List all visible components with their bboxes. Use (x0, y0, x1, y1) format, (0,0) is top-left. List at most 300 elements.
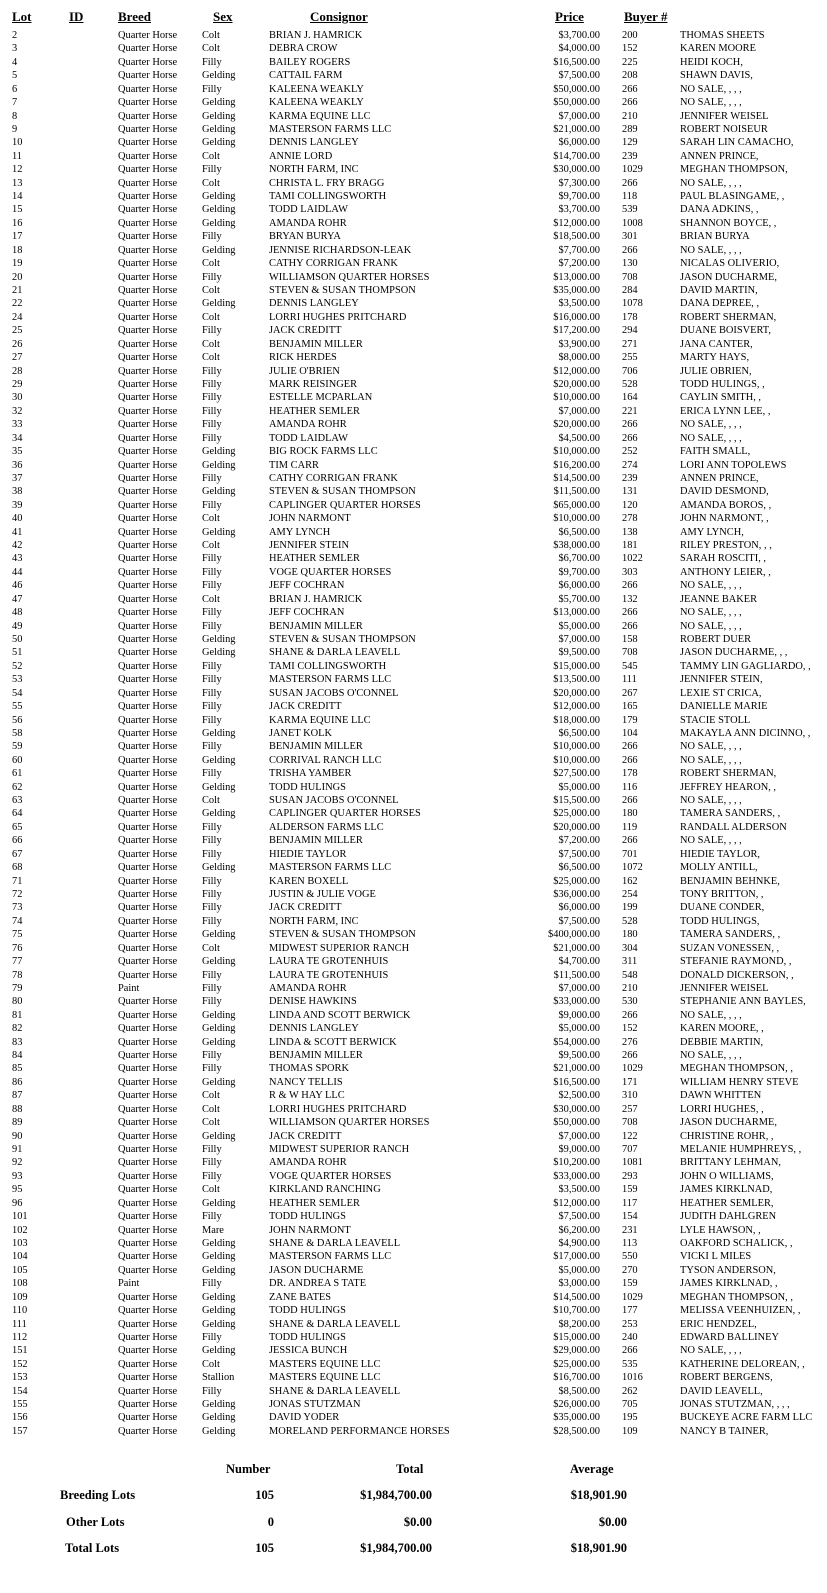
breed-cell: Quarter Horse (118, 150, 178, 162)
breed-cell: Quarter Horse (118, 1425, 178, 1437)
lot-cell: 56 (12, 714, 23, 726)
consignor-cell: AMANDA ROHR (269, 1157, 347, 1169)
sex-cell: Gelding (202, 298, 236, 310)
table-row (0, 512, 827, 525)
consignor-cell: DENISE HAWKINS (269, 996, 357, 1008)
buyer-number-cell: 701 (622, 848, 638, 860)
breed-cell: Quarter Horse (118, 177, 178, 189)
table-row (0, 1331, 827, 1344)
consignor-cell: NANCY TELLIS (269, 1076, 343, 1088)
price-cell: $14,500.00 (553, 472, 600, 484)
table-row (0, 1250, 827, 1263)
buyer-number-cell: 208 (622, 70, 638, 82)
lot-cell: 38 (12, 486, 23, 498)
breed-cell: Quarter Horse (118, 566, 178, 578)
price-cell: $18,500.00 (553, 231, 600, 243)
price-cell: $16,500.00 (553, 56, 600, 68)
buyer-number-cell: 113 (622, 1237, 638, 1249)
table-row (0, 700, 827, 713)
consignor-cell: CATTAIL FARM (269, 70, 343, 82)
price-cell: $9,000.00 (558, 1144, 600, 1156)
breed-cell: Quarter Horse (118, 123, 178, 135)
buyer-number-cell: 266 (622, 741, 638, 753)
price-cell: $35,000.00 (553, 285, 600, 297)
sex-cell: Gelding (202, 137, 236, 149)
buyer-name-cell: TAMERA SANDERS, , (680, 929, 781, 941)
sex-cell: Colt (202, 150, 220, 162)
consignor-cell: JOHN NARMONT (269, 1224, 351, 1236)
consignor-cell: KALEENA WEAKLY (269, 83, 364, 95)
lot-cell: 83 (12, 1036, 23, 1048)
table-row (0, 633, 827, 646)
sex-cell: Gelding (202, 929, 236, 941)
summary-label: Other Lots (66, 1515, 125, 1529)
price-cell: $400,000.00 (548, 929, 600, 941)
buyer-number-cell: 545 (622, 660, 638, 672)
consignor-cell: DENNIS LANGLEY (269, 298, 359, 310)
consignor-cell: KAREN BOXELL (269, 875, 349, 887)
consignor-cell: WILLIAMSON QUARTER HORSES (269, 271, 430, 283)
breed-cell: Quarter Horse (118, 1090, 178, 1102)
price-cell: $7,000.00 (558, 633, 600, 645)
consignor-cell: JONAS STUTZMAN (269, 1399, 361, 1411)
sex-cell: Filly (202, 969, 222, 981)
buyer-name-cell: KAREN MOORE, , (680, 1023, 764, 1035)
breed-cell: Quarter Horse (118, 848, 178, 860)
price-cell: $10,200.00 (553, 1157, 600, 1169)
sex-cell: Gelding (202, 862, 236, 874)
buyer-number-cell: 303 (622, 566, 638, 578)
breed-cell: Quarter Horse (118, 701, 178, 713)
lot-cell: 20 (12, 271, 23, 283)
table-row (0, 620, 827, 633)
lot-cell: 48 (12, 607, 23, 619)
price-cell: $33,000.00 (553, 1170, 600, 1182)
breed-cell: Quarter Horse (118, 647, 178, 659)
sex-cell: Colt (202, 513, 220, 525)
sex-cell: Colt (202, 1184, 220, 1196)
summary-total: $1,984,700.00 (360, 1541, 432, 1555)
consignor-cell: LAURA TE GROTENHUIS (269, 956, 389, 968)
consignor-cell: LORRI HUGHES PRITCHARD (269, 311, 407, 323)
breed-cell: Quarter Horse (118, 727, 178, 739)
breed-cell: Quarter Horse (118, 419, 178, 431)
table-row (0, 740, 827, 753)
lot-cell: 78 (12, 969, 23, 981)
lot-cell: 59 (12, 741, 23, 753)
buyer-name-cell: NO SALE, , , , (680, 795, 742, 807)
buyer-number-cell: 109 (622, 1425, 638, 1437)
table-row (0, 673, 827, 686)
sex-cell: Gelding (202, 1036, 236, 1048)
table-row (0, 995, 827, 1008)
buyer-number-cell: 104 (622, 727, 638, 739)
consignor-cell: MIDWEST SUPERIOR RANCH (269, 1144, 410, 1156)
lot-cell: 35 (12, 446, 23, 458)
table-row (0, 110, 827, 123)
breed-cell: Quarter Horse (118, 768, 178, 780)
buyer-number-cell: 266 (622, 580, 638, 592)
consignor-cell: SUSAN JACOBS O'CONNEL (269, 795, 399, 807)
table-row (0, 378, 827, 391)
price-cell: $20,000.00 (553, 687, 600, 699)
buyer-name-cell: WILLIAM HENRY STEVE (680, 1076, 799, 1088)
consignor-cell: BENJAMIN MILLER (269, 338, 363, 350)
lot-cell: 9 (12, 123, 18, 135)
buyer-number-cell: 118 (622, 191, 638, 203)
buyer-name-cell: MELISSA VEENHUIZEN, , (680, 1305, 801, 1317)
buyer-number-cell: 266 (622, 754, 638, 766)
price-cell: $6,000.00 (558, 580, 600, 592)
table-row (0, 807, 827, 820)
buyer-number-cell: 276 (622, 1036, 638, 1048)
lot-cell: 53 (12, 674, 23, 686)
buyer-name-cell: ROBERT SHERMAN, (680, 768, 777, 780)
breed-cell: Quarter Horse (118, 1009, 178, 1021)
consignor-cell: STEVEN & SUSAN THOMPSON (269, 929, 416, 941)
breed-cell: Quarter Horse (118, 1412, 178, 1424)
buyer-name-cell: FAITH SMALL, (680, 446, 751, 458)
breed-cell: Quarter Horse (118, 1184, 178, 1196)
breed-cell: Quarter Horse (118, 1372, 178, 1384)
consignor-cell: KIRKLAND RANCHING (269, 1184, 381, 1196)
lot-cell: 43 (12, 553, 23, 565)
breed-cell: Quarter Horse (118, 902, 178, 914)
buyer-name-cell: STEFANIE RAYMOND, , (680, 956, 792, 968)
lot-cell: 74 (12, 915, 23, 927)
consignor-cell: SHANE & DARLA LEAVELL (269, 1385, 401, 1397)
lot-cell: 92 (12, 1157, 23, 1169)
consignor-cell: RICK HERDES (269, 352, 337, 364)
buyer-number-cell: 1029 (622, 1291, 643, 1303)
lot-cell: 85 (12, 1063, 23, 1075)
summary-average: $18,901.90 (570, 1541, 627, 1555)
breed-cell: Quarter Horse (118, 687, 178, 699)
price-cell: $28,500.00 (553, 1425, 600, 1437)
table-row (0, 861, 827, 874)
buyer-number-cell: 116 (622, 781, 638, 793)
buyer-number-cell: 530 (622, 996, 638, 1008)
price-cell: $36,000.00 (553, 889, 600, 900)
consignor-cell: ALDERSON FARMS LLC (269, 821, 384, 833)
buyer-name-cell: NO SALE, , , , (680, 580, 742, 592)
lot-cell: 87 (12, 1090, 23, 1102)
consignor-cell: BENJAMIN MILLER (269, 741, 363, 753)
table-row (0, 1089, 827, 1102)
table-row (0, 1076, 827, 1089)
consignor-cell: BENJAMIN MILLER (269, 1050, 363, 1062)
table-row (0, 1036, 827, 1049)
lot-cell: 50 (12, 633, 23, 645)
buyer-number-cell: 301 (622, 231, 638, 243)
table-row (0, 579, 827, 592)
consignor-cell: JOHN NARMONT (269, 513, 351, 525)
buyer-number-cell: 1008 (622, 217, 643, 229)
lot-cell: 47 (12, 593, 23, 605)
buyer-number-cell: 266 (622, 177, 638, 189)
consignor-cell: JACK CREDITT (269, 325, 342, 337)
breed-cell: Quarter Horse (118, 1197, 178, 1209)
lot-cell: 49 (12, 620, 23, 632)
lot-cell: 7 (12, 97, 18, 109)
buyer-name-cell: JUDITH DAHLGREN (680, 1211, 777, 1223)
buyer-number-cell: 278 (622, 513, 638, 525)
consignor-cell: NORTH FARM, INC (269, 164, 359, 176)
lot-cell: 22 (12, 298, 23, 310)
buyer-name-cell: BRITTANY LEHMAN, (680, 1157, 781, 1169)
breed-cell: Quarter Horse (118, 633, 178, 645)
buyer-name-cell: JENNIFER WEISEL (680, 982, 769, 994)
table-row (0, 177, 827, 190)
price-cell: $25,000.00 (553, 875, 600, 887)
consignor-cell: ANNIE LORD (269, 150, 333, 162)
buyer-name-cell: ERICA LYNN LEE, , (680, 405, 771, 417)
buyer-number-cell: 266 (622, 620, 638, 632)
consignor-cell: MARK REISINGER (269, 378, 358, 390)
table-row (0, 1009, 827, 1022)
sex-cell: Filly (202, 620, 222, 632)
buyer-name-cell: JASON DUCHARME, (680, 1117, 777, 1129)
breed-cell: Quarter Horse (118, 325, 178, 337)
sex-cell: Gelding (202, 446, 236, 458)
buyer-name-cell: OAKFORD SCHALICK, , (680, 1237, 793, 1249)
buyer-name-cell: EDWARD BALLINEY (680, 1331, 779, 1343)
consignor-cell: TRISHA YAMBER (269, 768, 352, 780)
consignor-cell: BRIAN J. HAMRICK (269, 30, 363, 41)
lot-cell: 26 (12, 338, 23, 350)
price-cell: $30,000.00 (553, 1103, 600, 1115)
sex-cell: Colt (202, 1103, 220, 1115)
lot-cell: 13 (12, 177, 23, 189)
breed-cell: Quarter Horse (118, 607, 178, 619)
buyer-number-cell: 266 (622, 97, 638, 109)
buyer-number-cell: 210 (622, 110, 638, 122)
sex-cell: Colt (202, 1117, 220, 1129)
consignor-cell: CORRIVAL RANCH LLC (269, 754, 382, 766)
table-row (0, 1291, 827, 1304)
sex-cell: Filly (202, 687, 222, 699)
sex-cell: Colt (202, 177, 220, 189)
buyer-name-cell: DANA DEPREE, , (680, 298, 760, 310)
buyer-name-cell: DONALD DICKERSON, , (680, 969, 794, 981)
buyer-name-cell: NO SALE, , , , (680, 607, 742, 619)
lot-cell: 73 (12, 902, 23, 914)
buyer-name-cell: ROBERT DUER (680, 633, 752, 645)
buyer-name-cell: NO SALE, , , , (680, 419, 742, 431)
sex-cell: Mare (202, 1224, 224, 1236)
lot-cell: 15 (12, 204, 23, 216)
buyer-name-cell: TAMERA SANDERS, , (680, 808, 781, 820)
breed-cell: Quarter Horse (118, 553, 178, 565)
consignor-cell: LORRI HUGHES PRITCHARD (269, 1103, 407, 1115)
breed-cell: Quarter Horse (118, 1385, 178, 1397)
sex-cell: Colt (202, 942, 220, 954)
price-cell: $7,300.00 (558, 177, 600, 189)
consignor-cell: JENNISE RICHARDSON-LEAK (269, 244, 412, 256)
table-row (0, 324, 827, 337)
lot-cell: 11 (12, 150, 23, 162)
lot-cell: 36 (12, 459, 23, 471)
sex-cell: Gelding (202, 1197, 236, 1209)
price-cell: $5,000.00 (558, 781, 600, 793)
buyer-number-cell: 181 (622, 540, 638, 552)
table-row (0, 29, 827, 42)
price-cell: $3,500.00 (558, 1184, 600, 1196)
buyer-name-cell: BENJAMIN BEHNKE, (680, 875, 780, 887)
table-row (0, 1425, 827, 1438)
consignor-cell: AMANDA ROHR (269, 982, 347, 994)
sex-cell: Filly (202, 821, 222, 833)
sex-cell: Gelding (202, 1264, 236, 1276)
price-cell: $8,200.00 (558, 1318, 600, 1330)
lot-cell: 42 (12, 540, 23, 552)
consignor-cell: BENJAMIN MILLER (269, 620, 363, 632)
sex-cell: Gelding (202, 781, 236, 793)
sex-cell: Colt (202, 311, 220, 323)
lot-cell: 33 (12, 419, 23, 431)
price-cell: $4,500.00 (558, 432, 600, 444)
price-cell: $11,500.00 (553, 486, 600, 498)
table-row (0, 875, 827, 888)
breed-cell: Quarter Horse (118, 258, 178, 270)
consignor-cell: SUSAN JACOBS O'CONNEL (269, 687, 399, 699)
sex-cell: Filly (202, 392, 222, 404)
table-row (0, 338, 827, 351)
lot-cell: 84 (12, 1050, 23, 1062)
buyer-name-cell: TODD HULINGS, , (680, 378, 765, 390)
buyer-number-cell: 240 (622, 1331, 638, 1343)
breed-cell: Quarter Horse (118, 1318, 178, 1330)
lot-cell: 108 (12, 1278, 28, 1290)
breed-cell: Quarter Horse (118, 378, 178, 390)
sex-cell: Filly (202, 835, 222, 847)
buyer-number-cell: 152 (622, 1023, 638, 1035)
table-row (0, 56, 827, 69)
breed-cell: Quarter Horse (118, 1103, 178, 1115)
breed-cell: Quarter Horse (118, 1117, 178, 1129)
buyer-number-cell: 120 (622, 499, 638, 511)
buyer-name-cell: CAYLIN SMITH, , (680, 392, 762, 404)
breed-cell: Quarter Horse (118, 942, 178, 954)
price-cell: $38,000.00 (553, 540, 600, 552)
table-row (0, 405, 827, 418)
price-cell: $6,500.00 (558, 862, 600, 874)
consignor-cell: STEVEN & SUSAN THOMPSON (269, 633, 416, 645)
sex-cell: Filly (202, 231, 222, 243)
table-row (0, 1411, 827, 1424)
table-row (0, 1344, 827, 1357)
table-row (0, 539, 827, 552)
table-row (0, 834, 827, 847)
price-cell: $50,000.00 (553, 83, 600, 95)
lot-cell: 89 (12, 1117, 23, 1129)
price-cell: $6,500.00 (558, 526, 600, 538)
lot-cell: 67 (12, 848, 23, 860)
table-row (0, 767, 827, 780)
lot-cell: 37 (12, 472, 23, 484)
breed-cell: Quarter Horse (118, 83, 178, 95)
consignor-cell: TIM CARR (269, 459, 319, 471)
consignor-cell: SHANE & DARLA LEAVELL (269, 1318, 401, 1330)
buyer-name-cell: DANIELLE MARIE (680, 701, 768, 713)
price-cell: $10,000.00 (553, 741, 600, 753)
price-cell: $8,500.00 (558, 1385, 600, 1397)
breed-cell: Quarter Horse (118, 244, 178, 256)
table-row (0, 365, 827, 378)
consignor-cell: JUSTIN & JULIE VOGE (269, 889, 376, 900)
lot-cell: 39 (12, 499, 23, 511)
price-cell: $10,700.00 (553, 1305, 600, 1317)
buyer-number-cell: 162 (622, 875, 638, 887)
consignor-cell: AMANDA ROHR (269, 217, 347, 229)
buyer-number-cell: 225 (622, 56, 638, 68)
price-cell: $12,000.00 (553, 1197, 600, 1209)
buyer-name-cell: SARAH LIN CAMACHO, (680, 137, 794, 149)
table-row (0, 1398, 827, 1411)
consignor-cell: CHRISTA L. FRY BRAGG (269, 177, 385, 189)
sex-cell: Filly (202, 580, 222, 592)
breed-cell: Quarter Horse (118, 311, 178, 323)
lot-cell: 55 (12, 701, 23, 713)
buyer-name-cell: JOHN O WILLIAMS, (680, 1170, 774, 1182)
buyer-name-cell: LYLE HAWSON, , (680, 1224, 761, 1236)
consignor-cell: BRIAN J. HAMRICK (269, 593, 363, 605)
lot-cell: 154 (12, 1385, 28, 1397)
breed-cell: Quarter Horse (118, 298, 178, 310)
buyer-name-cell: HIEDIE TAYLOR, (680, 848, 760, 860)
consignor-cell: SHANE & DARLA LEAVELL (269, 647, 401, 659)
buyer-number-cell: 119 (622, 821, 638, 833)
table-row (0, 928, 827, 941)
table-row (0, 526, 827, 539)
lot-cell: 32 (12, 405, 23, 417)
consignor-cell: MASTERSON FARMS LLC (269, 862, 392, 874)
lot-cell: 3 (12, 43, 18, 55)
breed-cell: Quarter Horse (118, 1237, 178, 1249)
buyer-number-cell: 311 (622, 956, 638, 968)
table-row (0, 203, 827, 216)
price-cell: $14,700.00 (553, 150, 600, 162)
price-cell: $65,000.00 (553, 499, 600, 511)
buyer-number-cell: 708 (622, 647, 638, 659)
price-cell: $6,000.00 (558, 137, 600, 149)
sex-cell: Filly (202, 1331, 222, 1343)
buyer-name-cell: DAVID DESMOND, (680, 486, 769, 498)
lot-cell: 27 (12, 352, 23, 364)
consignor-cell: R & W HAY LLC (269, 1090, 345, 1102)
buyer-number-cell: 267 (622, 687, 638, 699)
buyer-number-cell: 535 (622, 1358, 638, 1370)
breed-cell: Quarter Horse (118, 459, 178, 471)
price-cell: $7,000.00 (558, 982, 600, 994)
consignor-cell: DEBRA CROW (269, 43, 338, 55)
table-row (0, 1049, 827, 1062)
buyer-name-cell: DUANE BOISVERT, (680, 325, 771, 337)
price-cell: $5,700.00 (558, 593, 600, 605)
consignor-cell: BENJAMIN MILLER (269, 835, 363, 847)
buyer-name-cell: NO SALE, , , , (680, 1345, 742, 1357)
table-row (0, 754, 827, 767)
sex-cell: Gelding (202, 1318, 236, 1330)
consignor-cell: HIEDIE TAYLOR (269, 848, 347, 860)
buyer-number-cell: 195 (622, 1412, 638, 1424)
breed-cell: Quarter Horse (118, 513, 178, 525)
lot-cell: 5 (12, 70, 18, 82)
breed-cell: Quarter Horse (118, 1399, 178, 1411)
price-cell: $17,200.00 (553, 325, 600, 337)
price-cell: $6,700.00 (558, 553, 600, 565)
table-row (0, 230, 827, 243)
